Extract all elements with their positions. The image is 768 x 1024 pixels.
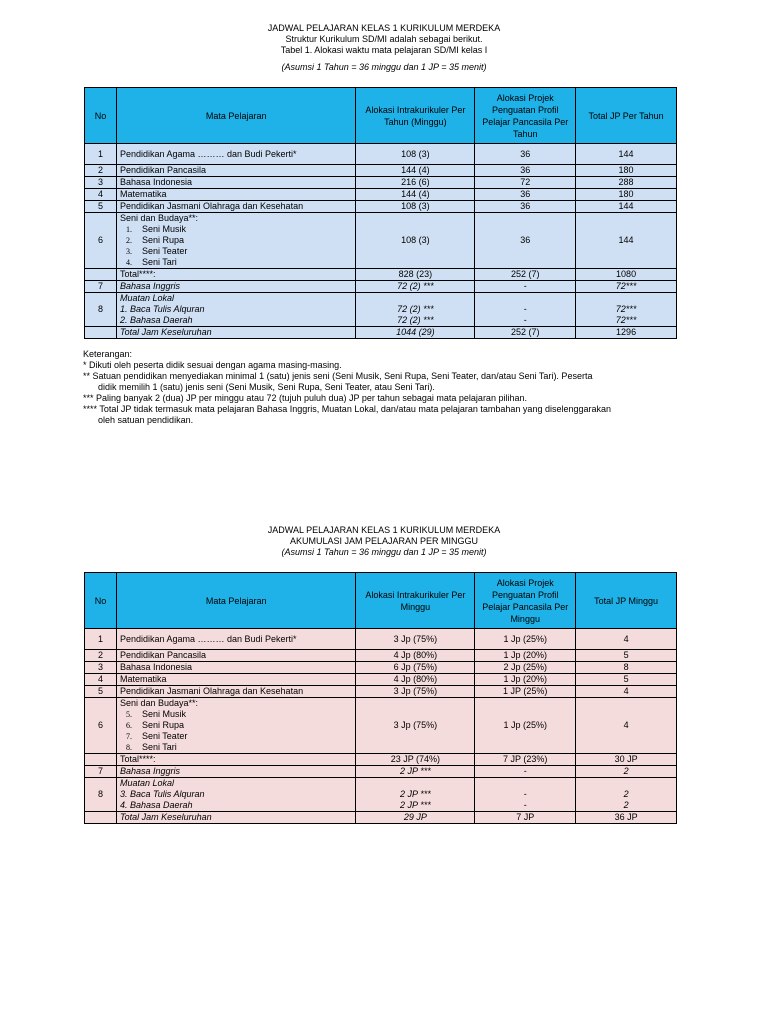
cell-no: 6: [85, 698, 117, 754]
section1-assumption: (Asumsi 1 Tahun = 36 minggu dan 1 JP = 35 menit): [281, 62, 487, 72]
seni-item-number: 7.: [125, 732, 132, 741]
cell-total: 1080: [576, 269, 677, 281]
table-row: [85, 201, 677, 213]
seni-item-name: Seni Rupa: [141, 720, 184, 730]
cell-subject: Total Jam Keseluruhan: [116, 327, 356, 339]
cell-total: 8: [576, 662, 677, 674]
cell-total: 144: [576, 201, 677, 213]
cell-intra: 2 JP ***: [356, 766, 475, 778]
cell-intra: [356, 293, 475, 327]
cell-projek: 36: [475, 189, 576, 201]
notes-heading: Keterangan:: [83, 349, 133, 359]
cell-intra: 144 (4): [356, 165, 475, 177]
cell-total: 72***: [576, 281, 677, 293]
section2-title: JADWAL PELAJARAN KELAS 1 KURIKULUM MERDEKA: [267, 525, 501, 535]
cell-subject: Pendidikan Pancasila: [116, 165, 356, 177]
header-subject: Mata Pelajaran: [116, 573, 356, 629]
cell-total: 4: [576, 698, 677, 754]
cell-intra: 4 Jp (80%): [356, 674, 475, 686]
seni-item-name: Seni Tari: [141, 257, 177, 267]
cell-projek: 1 JP (25%): [475, 686, 576, 698]
cell-projek: 2 Jp (25%): [475, 662, 576, 674]
cell-total: [576, 778, 677, 812]
cell-subject: Matematika: [116, 674, 356, 686]
seni-item-name: Seni Musik: [141, 224, 186, 234]
table-row-grand-total: [85, 812, 677, 824]
muatan-total: 72***: [615, 315, 637, 325]
cell-projek: 36: [475, 165, 576, 177]
cell-no: 4: [85, 189, 117, 201]
table-row-total: [85, 754, 677, 766]
cell-subject: Total Jam Keseluruhan: [116, 812, 356, 824]
seni-item-number: 6.: [125, 721, 132, 730]
cell-intra: 108 (3): [356, 201, 475, 213]
cell-no: 7: [85, 766, 117, 778]
cell-intra: 4 Jp (80%): [356, 650, 475, 662]
cell-intra: 216 (6): [356, 177, 475, 189]
header-projek: Alokasi Projek Penguatan Profil Pelajar Pancasila Per Minggu: [475, 573, 576, 629]
note-1: * Dikuti oleh peserta didik sesuai dengan agama masing-masing.: [83, 360, 342, 370]
muatan-total: 2: [623, 800, 629, 810]
muatan-item: 2. Bahasa Daerah: [119, 315, 193, 325]
table-row: [85, 674, 677, 686]
header-projek: Alokasi Projek Penguatan Profil Pelajar Pancasila Per Tahun: [475, 88, 576, 144]
cell-no: 5: [85, 686, 117, 698]
cell-projek: 252 (7): [475, 269, 576, 281]
seni-item: [120, 720, 353, 731]
table-header-row: [85, 88, 677, 144]
cell-intra: 108 (3): [356, 144, 475, 165]
table-row-seni: [85, 698, 677, 754]
cell-projek: [475, 778, 576, 812]
cell-subject: Pendidikan Jasmani Olahraga dan Kesehatan: [116, 686, 356, 698]
cell-intra: 29 JP: [356, 812, 475, 824]
cell-no: 1: [85, 629, 117, 650]
seni-item: [120, 224, 353, 235]
cell-no: 2: [85, 650, 117, 662]
seni-item-number: 4.: [125, 258, 132, 267]
muatan-total: 2: [623, 789, 629, 799]
seni-item: [120, 709, 353, 720]
cell-subject: [116, 293, 356, 327]
section2-subtitle: AKUMULASI JAM PELAJARAN PER MINGGU: [289, 536, 479, 546]
table-row-total: [85, 269, 677, 281]
cell-projek: 1 Jp (25%): [475, 629, 576, 650]
cell-intra: 6 Jp (75%): [356, 662, 475, 674]
seni-item-number: 1.: [125, 225, 132, 234]
cell-no: 4: [85, 674, 117, 686]
cell-projek: 36: [475, 144, 576, 165]
cell-intra: 23 JP (74%): [356, 754, 475, 766]
muatan-item: 1. Baca Tulis Alquran: [119, 304, 205, 314]
cell-projek: 1 Jp (20%): [475, 650, 576, 662]
section2-header: [0, 525, 768, 558]
cell-total: 4: [576, 629, 677, 650]
cell-no: 8: [85, 293, 117, 327]
cell-projek: -: [475, 281, 576, 293]
seni-item-name: Seni Musik: [141, 709, 186, 719]
table-row: [85, 766, 677, 778]
section1-subtitle: Struktur Kurikulum SD/MI adalah sebagai berikut.: [285, 34, 483, 44]
seni-item-name: Seni Teater: [141, 731, 188, 741]
table-row: [85, 650, 677, 662]
seni-item: [120, 246, 353, 257]
table-row-muatan-lokal: [85, 293, 677, 327]
muatan-projek: -: [523, 304, 527, 314]
header-subject: Mata Pelajaran: [116, 88, 356, 144]
table-row-seni: [85, 213, 677, 269]
cell-subject: Bahasa Indonesia: [116, 177, 356, 189]
note-4: **** Total JP tidak termasuk mata pelajaran Bahasa Inggris, Muatan Lokal, dan/atau mata pelajaran tambahan yang diselenggarakan: [83, 404, 612, 414]
muatan-item: 4. Bahasa Daerah: [119, 800, 193, 810]
table-row: [85, 177, 677, 189]
table-row: [85, 662, 677, 674]
header-intra: Alokasi Intrakurikuler Per Minggu: [356, 573, 475, 629]
seni-item: [120, 257, 353, 268]
cell-total: 5: [576, 674, 677, 686]
cell-subject: [116, 698, 356, 754]
note-2: ** Satuan pendidikan menyediakan minimal 1 (satu) jenis seni (Seni Musik, Seni Rupa, Seni Teater, dan/atau Seni Tari). Peserta: [83, 371, 593, 381]
cell-total: 144: [576, 144, 677, 165]
cell-no: [85, 812, 117, 824]
cell-projek: 7 JP (23%): [475, 754, 576, 766]
cell-intra: 3 Jp (75%): [356, 698, 475, 754]
cell-intra: 828 (23): [356, 269, 475, 281]
cell-subject: Matematika: [116, 189, 356, 201]
cell-total: 30 JP: [576, 754, 677, 766]
seni-item: [120, 742, 353, 753]
table-row: [85, 686, 677, 698]
cell-no: 3: [85, 662, 117, 674]
cell-total: 4: [576, 686, 677, 698]
cell-total: [576, 293, 677, 327]
muatan-item: 3. Baca Tulis Alquran: [119, 789, 205, 799]
cell-subject: [116, 213, 356, 269]
cell-no: 3: [85, 177, 117, 189]
muatan-projek: -: [523, 800, 527, 810]
cell-total: 5: [576, 650, 677, 662]
cell-no: 5: [85, 201, 117, 213]
table-header-row: [85, 573, 677, 629]
cell-intra: 144 (4): [356, 189, 475, 201]
cell-total: 288: [576, 177, 677, 189]
cell-no: [85, 327, 117, 339]
seni-item-number: 8.: [125, 743, 132, 752]
cell-subject: Total****:: [116, 754, 356, 766]
cell-subject: Pendidikan Agama ……… dan Budi Pekerti*: [116, 629, 356, 650]
notes: [83, 349, 763, 426]
cell-intra: [356, 778, 475, 812]
header-total: Total JP Per Tahun: [576, 88, 677, 144]
header-no: No: [85, 573, 117, 629]
cell-subject: Pendidikan Jasmani Olahraga dan Kesehatan: [116, 201, 356, 213]
cell-subject: Pendidikan Pancasila: [116, 650, 356, 662]
header-intra: Alokasi Intrakurikuler Per Tahun (Minggu): [356, 88, 475, 144]
muatan-heading: Muatan Lokal: [119, 778, 174, 788]
cell-no: [85, 754, 117, 766]
table-annual-allocation: [84, 87, 677, 339]
cell-subject: [116, 778, 356, 812]
cell-no: 7: [85, 281, 117, 293]
cell-subject: Pendidikan Agama ……… dan Budi Pekerti*: [116, 144, 356, 165]
seni-item-number: 2.: [125, 236, 132, 245]
section1-title: JADWAL PELAJARAN KELAS 1 KURIKULUM MERDEKA: [267, 23, 501, 33]
muatan-intra: 2 JP ***: [400, 800, 431, 810]
muatan-intra: 72 (2) ***: [397, 304, 434, 314]
cell-total: 1296: [576, 327, 677, 339]
section1-header: [0, 23, 768, 73]
seni-heading: Seni dan Budaya**:: [119, 698, 199, 708]
muatan-total: 72***: [615, 304, 637, 314]
cell-projek: [475, 293, 576, 327]
cell-no: 2: [85, 165, 117, 177]
cell-subject: Bahasa Inggris: [116, 766, 356, 778]
seni-item-number: 5.: [125, 710, 132, 719]
table-row: [85, 629, 677, 650]
cell-subject: Total****:: [116, 269, 356, 281]
table-row: [85, 144, 677, 165]
seni-item-number: 3.: [125, 247, 132, 256]
cell-no: 8: [85, 778, 117, 812]
seni-item: [120, 731, 353, 742]
muatan-projek: -: [523, 789, 527, 799]
cell-projek: 1 Jp (25%): [475, 698, 576, 754]
muatan-heading: Muatan Lokal: [119, 293, 174, 303]
section2-assumption: (Asumsi 1 Tahun = 36 minggu dan 1 JP = 35 menit): [281, 547, 487, 557]
cell-projek: 72: [475, 177, 576, 189]
cell-no: 6: [85, 213, 117, 269]
seni-item-name: Seni Tari: [141, 742, 177, 752]
section1-table-caption: Tabel 1. Alokasi waktu mata pelajaran SD/MI kelas I: [280, 45, 488, 55]
table-row-grand-total: [85, 327, 677, 339]
cell-no: 1: [85, 144, 117, 165]
cell-intra: 3 Jp (75%): [356, 629, 475, 650]
table-row: [85, 281, 677, 293]
note-4-continued: oleh satuan pendidikan.: [98, 415, 194, 425]
cell-projek: 36: [475, 201, 576, 213]
cell-projek: -: [475, 766, 576, 778]
cell-total: 144: [576, 213, 677, 269]
cell-subject: Bahasa Inggris: [116, 281, 356, 293]
table-row: [85, 165, 677, 177]
header-total: Total JP Minggu: [576, 573, 677, 629]
cell-total: 36 JP: [576, 812, 677, 824]
seni-item: [120, 235, 353, 246]
muatan-intra: 2 JP ***: [400, 789, 431, 799]
cell-projek: 252 (7): [475, 327, 576, 339]
cell-total: 2: [576, 766, 677, 778]
cell-projek: 7 JP: [475, 812, 576, 824]
note-3: *** Paling banyak 2 (dua) JP per minggu atau 72 (tujuh puluh dua) JP per tahun sebagai mata pelajaran pilihan.: [83, 393, 527, 403]
cell-intra: 1044 (29): [356, 327, 475, 339]
cell-total: 180: [576, 189, 677, 201]
seni-heading: Seni dan Budaya**:: [119, 213, 199, 223]
table-row: [85, 189, 677, 201]
muatan-projek: -: [523, 315, 527, 325]
seni-item-name: Seni Teater: [141, 246, 188, 256]
header-no: No: [85, 88, 117, 144]
note-2-continued: didik memilih 1 (satu) jenis seni (Seni Musik, Seni Rupa, Seni Teater, atau Seni Tari).: [98, 382, 435, 392]
cell-no: [85, 269, 117, 281]
cell-projek: 36: [475, 213, 576, 269]
table-weekly-allocation: [84, 572, 677, 824]
cell-projek: 1 Jp (20%): [475, 674, 576, 686]
cell-intra: 3 Jp (75%): [356, 686, 475, 698]
seni-item-name: Seni Rupa: [141, 235, 184, 245]
cell-subject: Bahasa Indonesia: [116, 662, 356, 674]
cell-intra: 108 (3): [356, 213, 475, 269]
table-row-muatan-lokal: [85, 778, 677, 812]
muatan-intra: 72 (2) ***: [397, 315, 434, 325]
cell-intra: 72 (2) ***: [356, 281, 475, 293]
cell-total: 180: [576, 165, 677, 177]
